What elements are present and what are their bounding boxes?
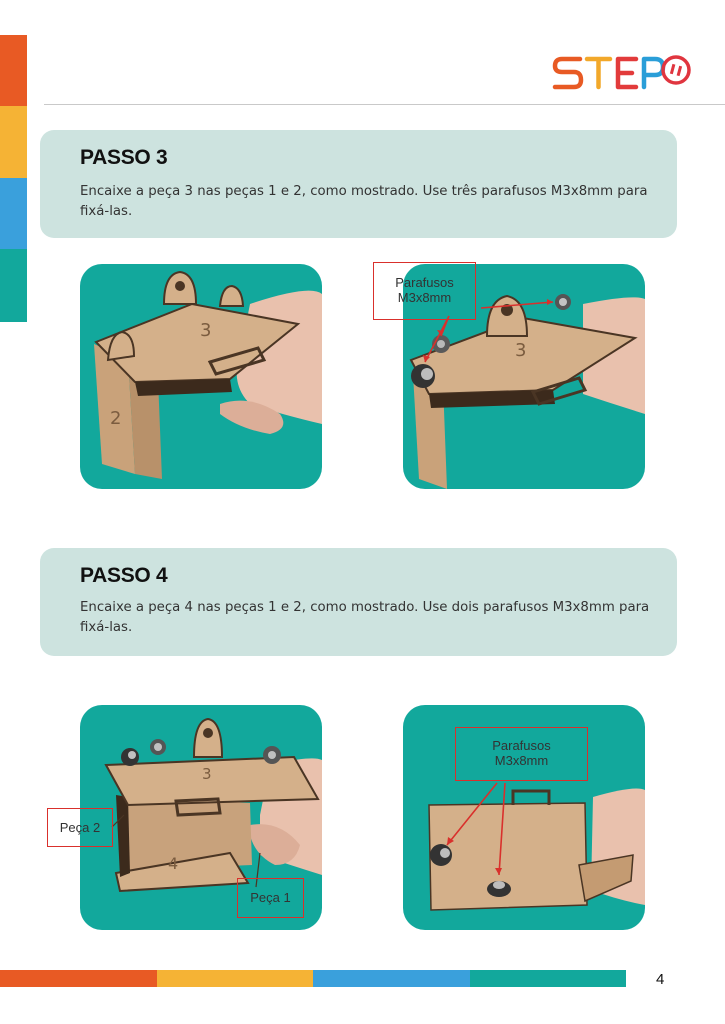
part-label-2: 2 — [110, 408, 122, 429]
step-logo-graphic — [552, 50, 692, 96]
step4-piece1-callout — [237, 878, 304, 918]
part-label-3: 3 — [200, 320, 212, 341]
footer-stripe-blue — [313, 970, 470, 987]
side-stripe-yellow — [0, 106, 27, 178]
callout-line1: Parafusos — [492, 738, 551, 753]
callout-piece1-label: Peça 1 — [250, 890, 291, 905]
part-label-3: 3 — [202, 765, 212, 783]
callout-piece2-label: Peça 2 — [59, 820, 101, 835]
step4-panel — [40, 548, 677, 656]
step4-screws-callout — [455, 727, 588, 781]
step3-photo-left — [80, 264, 322, 489]
part-label-3: 3 — [515, 340, 527, 361]
step4-title: PASSO 4 — [80, 564, 168, 587]
step3-description: Encaixe a peça 3 nas peças 1 e 2, como mostrado. Use três parafusos M3x8mm para fixá-las. — [80, 184, 648, 219]
footer-stripe-orange — [0, 970, 157, 987]
page-number: 4 — [656, 971, 665, 988]
footer-stripe-yellow — [157, 970, 313, 987]
side-stripe-blue — [0, 178, 27, 249]
step3-screws-callout — [373, 262, 476, 320]
part-label-4: 4 — [168, 854, 179, 873]
step3-panel — [40, 130, 677, 238]
step3-title: PASSO 3 — [80, 146, 168, 169]
step4-description: Encaixe a peça 4 nas peças 1 e 2, como mostrado. Use dois parafusos M3x8mm para fixá-las. — [80, 600, 650, 635]
callout-line2: M3x8mm — [494, 753, 549, 768]
side-stripe-orange — [0, 35, 27, 106]
brand-icon — [663, 57, 689, 83]
callout-line1: Parafusos — [395, 275, 454, 290]
callout-line2: M3x8mm — [397, 290, 452, 305]
step3-photo-left-graphic — [80, 264, 322, 489]
step4-piece2-callout — [47, 808, 113, 847]
header-divider — [44, 104, 725, 105]
step-logo — [552, 50, 692, 96]
side-stripe-teal — [0, 249, 27, 322]
footer-stripe-teal — [470, 970, 626, 987]
